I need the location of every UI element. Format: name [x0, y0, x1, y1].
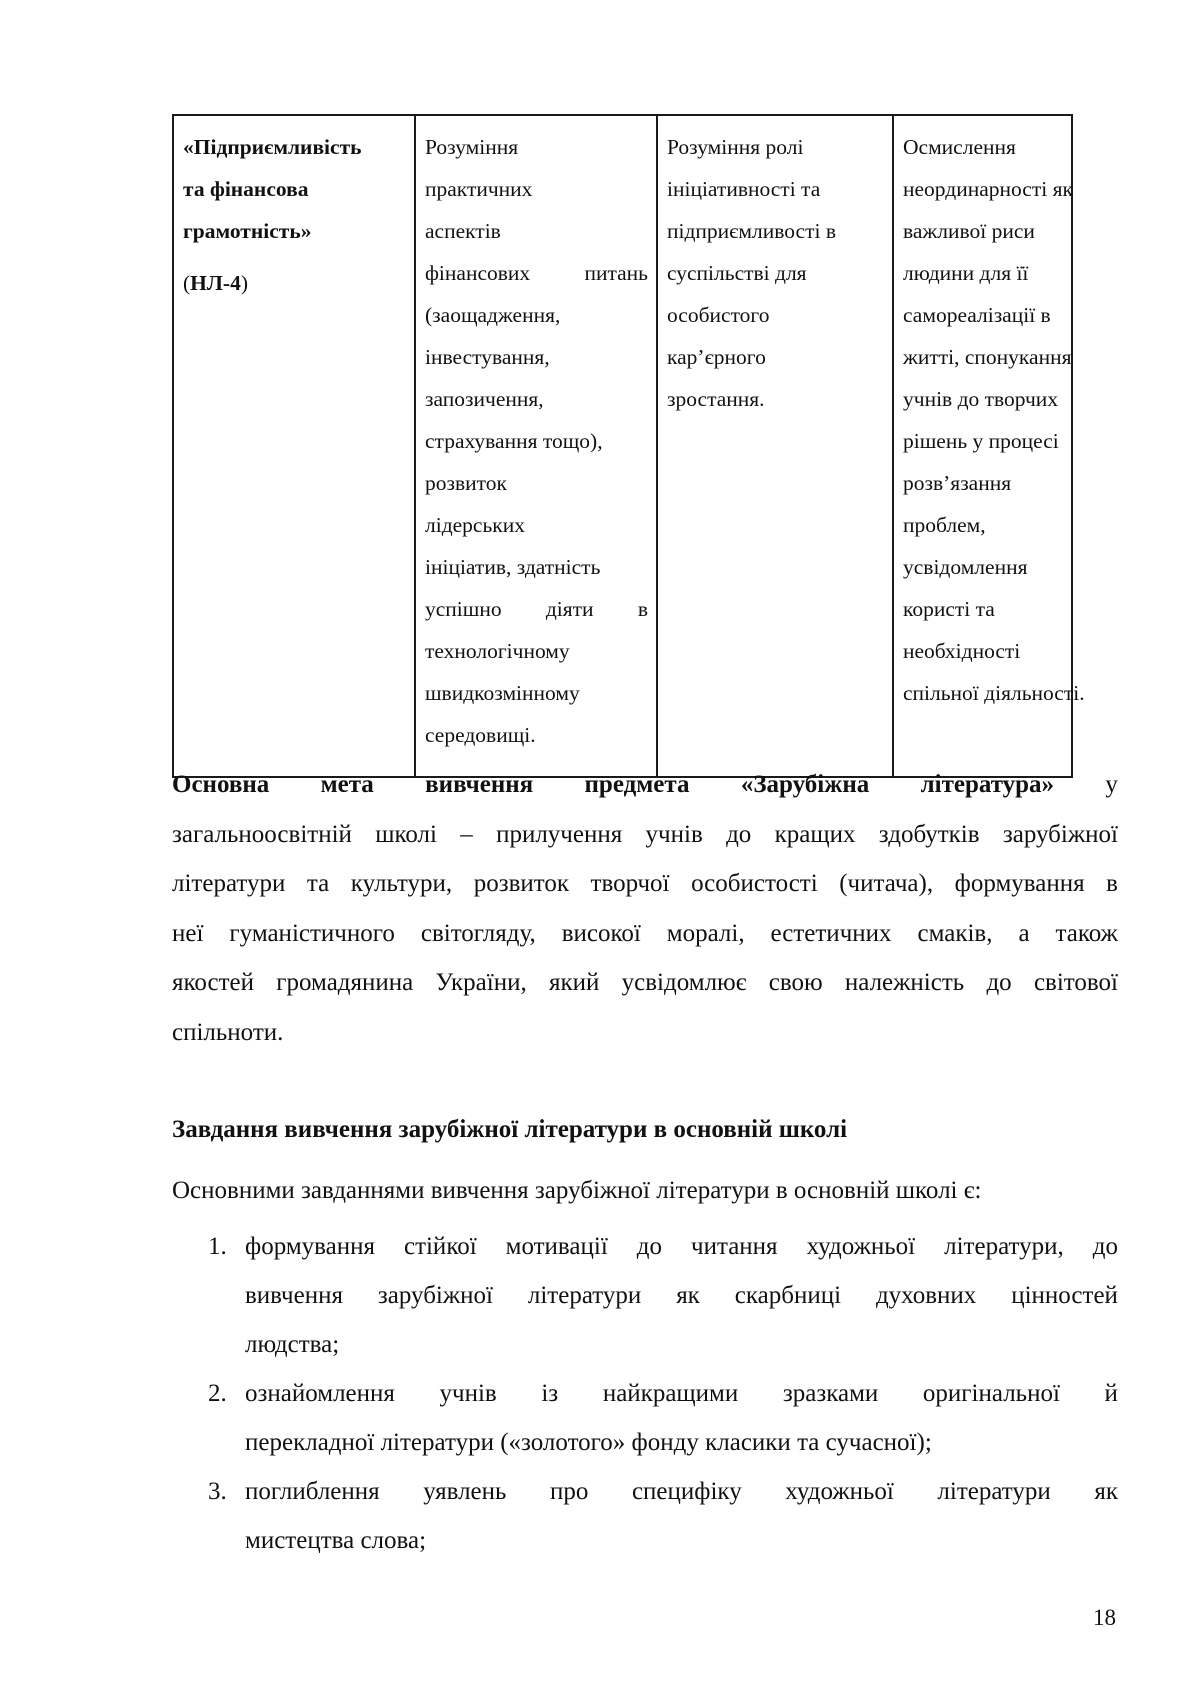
cell-line: особистого: [667, 303, 770, 327]
word: скарбниці: [734, 1282, 842, 1309]
table-row: [173, 115, 1072, 777]
word: формування: [954, 870, 1085, 897]
cell-line: ініціатив, здатність: [425, 555, 601, 579]
list-item-line: [245, 1369, 1118, 1418]
word: як: [1094, 1478, 1118, 1505]
word: літератури: [172, 870, 286, 897]
word: із: [541, 1380, 559, 1407]
code-paren-close: ): [240, 271, 248, 295]
cell-line: практичних: [425, 177, 533, 201]
goal-bold-word: предмета: [584, 771, 690, 798]
word: та: [306, 870, 330, 897]
word: уявлень: [423, 1478, 507, 1505]
word: неї: [172, 919, 204, 947]
word: як: [676, 1282, 700, 1309]
list-item-line: перекладної літератури («золотого» фонду класики та сучасної);: [245, 1429, 932, 1456]
cell-line: зростання.: [667, 387, 765, 411]
word: гуманістичного: [229, 919, 395, 947]
word: світогляду,: [420, 919, 536, 947]
word: фінансових: [425, 261, 531, 285]
word: смаків,: [917, 919, 993, 947]
word: належність: [844, 969, 965, 996]
code-text: НЛ-4: [190, 271, 241, 295]
cell-line: технологічному: [425, 639, 570, 663]
word: який: [548, 969, 600, 996]
page-number: 18: [1093, 1605, 1116, 1630]
word: зарубіжної: [377, 1282, 493, 1309]
table-cell-title: [173, 115, 415, 777]
cell-line: користі та: [903, 597, 995, 621]
word: загальноосвітній: [172, 820, 352, 848]
word: культури,: [350, 870, 453, 897]
cell-line: кар’єрного: [667, 345, 766, 369]
word: оригінальної: [922, 1380, 1060, 1407]
list-number: 1.: [208, 1233, 227, 1260]
word: зарубіжної: [1002, 820, 1118, 848]
word: (читача),: [839, 870, 934, 897]
word: до: [1092, 1233, 1118, 1260]
word: в: [1106, 870, 1118, 897]
word: діяти: [545, 597, 594, 621]
word: ознайомлення: [245, 1380, 395, 1407]
list-item-line: [245, 1222, 1118, 1271]
cell-line: інвестування,: [425, 345, 550, 369]
word: формування: [245, 1233, 375, 1260]
word: –: [460, 820, 473, 848]
cell-line: Розуміння: [425, 135, 519, 159]
cell-line: [425, 252, 648, 294]
cell-line: підприємливості в: [667, 219, 836, 243]
goal-line: [172, 810, 1118, 860]
goal-bold-word: Основна: [172, 771, 270, 798]
word: прилучення: [496, 820, 623, 848]
word: стійкої: [403, 1233, 477, 1260]
word: вивчення: [245, 1282, 343, 1309]
word: художньої: [806, 1233, 916, 1260]
word: зразками: [782, 1380, 879, 1407]
cell-line: самореалізації в: [903, 303, 1051, 327]
word: до: [636, 1233, 663, 1260]
cell-line: суспільстві для: [667, 261, 807, 285]
list-item-line: [245, 1467, 1118, 1516]
tasks-intro: Основними завданнями вивчення зарубіжної літератури в основній школі є:: [172, 1177, 982, 1204]
cell-line: розв’язання: [903, 471, 1012, 495]
word: здобутків: [878, 820, 980, 848]
word: свою: [768, 969, 823, 996]
competency-table: [172, 114, 1085, 778]
word: моралі,: [666, 919, 745, 947]
word: найкращими: [602, 1380, 739, 1407]
word: про: [549, 1478, 589, 1505]
goal-line: [172, 909, 1118, 959]
title-line: «Підприємливість: [183, 135, 362, 159]
list-item-line: [245, 1271, 1118, 1320]
cell-line: швидкозмінному: [425, 681, 580, 705]
word: якостей: [172, 969, 254, 996]
title-line: та фінансова: [183, 177, 309, 201]
word: учнів: [645, 820, 703, 848]
list-item: [172, 1467, 1118, 1565]
word: творчої: [590, 870, 670, 897]
cell-line: ініціативності та: [667, 177, 821, 201]
word: літератури,: [944, 1233, 1064, 1260]
word: естетичних: [770, 919, 892, 947]
goal-line: [172, 859, 1118, 909]
word: літератури: [527, 1282, 642, 1309]
goal-line: спільноти.: [172, 1018, 284, 1046]
main-goal-paragraph: [172, 760, 1118, 1057]
cell-line: житті, спонукання: [903, 345, 1072, 369]
word: читання: [691, 1233, 778, 1260]
word: учнів: [439, 1380, 497, 1407]
word: особистості: [691, 870, 818, 897]
word: високої: [561, 919, 641, 947]
cell-line: людини для її: [903, 261, 1029, 285]
tasks-list: [172, 1222, 1118, 1565]
goal-word: у: [1105, 771, 1118, 798]
list-item: [172, 1222, 1118, 1369]
word: літератури: [937, 1478, 1051, 1505]
cell-line: спільної діяльності.: [903, 681, 1085, 705]
cell-line: рішень у процесі: [903, 429, 1059, 453]
cell-line: (заощадження,: [425, 303, 561, 327]
cell-line: Розуміння ролі: [667, 135, 804, 159]
code-paren-open: (: [183, 271, 191, 295]
goal-bold-word: вивчення: [425, 771, 534, 798]
word: питань: [584, 261, 648, 285]
cell-line: середовищі.: [425, 723, 536, 747]
word: школі: [375, 820, 437, 848]
word: поглиблення: [245, 1478, 380, 1505]
word: й: [1104, 1380, 1118, 1407]
cell-line: учнів до творчих: [903, 387, 1059, 411]
word: цінностей: [1011, 1282, 1118, 1309]
cell-line: [425, 588, 648, 630]
word: також: [1055, 919, 1118, 947]
cell-line: проблем,: [903, 513, 986, 537]
list-item: [172, 1369, 1118, 1467]
cell-line: Осмислення: [903, 135, 1016, 159]
cell-line: важливої риси: [903, 219, 1035, 243]
cell-line: розвиток: [425, 471, 507, 495]
word: а: [1018, 919, 1030, 947]
table-cell-attitude: [893, 115, 1085, 777]
cell-line: страхування тощо),: [425, 429, 603, 453]
list-item-line: мистецтва слова;: [245, 1527, 427, 1554]
cell-line: аспектів: [425, 219, 501, 243]
cell-line: усвідомлення: [903, 555, 1028, 579]
table-cell-knowledge: [415, 115, 657, 777]
word: в: [637, 597, 648, 621]
list-number: 3.: [208, 1478, 227, 1505]
section-heading: Завдання вивчення зарубіжної літератури в основній школі: [172, 1116, 848, 1143]
list-item-line: людства;: [245, 1331, 340, 1358]
word: кращих: [774, 820, 856, 848]
word: специфіку: [631, 1478, 742, 1505]
goal-line: [172, 760, 1118, 810]
word: до: [726, 820, 752, 848]
goal-bold-word: література»: [920, 771, 1055, 798]
word: усвідомлює: [621, 969, 747, 996]
cell-line: неординарності як: [903, 177, 1073, 201]
word: світової: [1033, 969, 1118, 996]
word: духовних: [875, 1282, 977, 1309]
cell-line: запозичення,: [425, 387, 544, 411]
word: розвиток: [473, 870, 569, 897]
word: до: [986, 969, 1012, 996]
word: художньої: [785, 1478, 894, 1505]
goal-bold-word: мета: [320, 771, 374, 798]
goal-bold-word: «Зарубіжна: [740, 771, 870, 798]
word: України,: [435, 969, 527, 996]
code-label: [183, 262, 406, 304]
table-cell-understanding: [657, 115, 893, 777]
cell-line: лідерських: [425, 513, 525, 537]
list-number: 2.: [208, 1380, 227, 1407]
cell-line: необхідності: [903, 639, 1021, 663]
word: успішно: [425, 597, 502, 621]
word: мотивації: [505, 1233, 608, 1260]
word: громадянина: [276, 969, 414, 996]
title-line: грамотність»: [183, 219, 312, 243]
goal-line: [172, 958, 1118, 1008]
